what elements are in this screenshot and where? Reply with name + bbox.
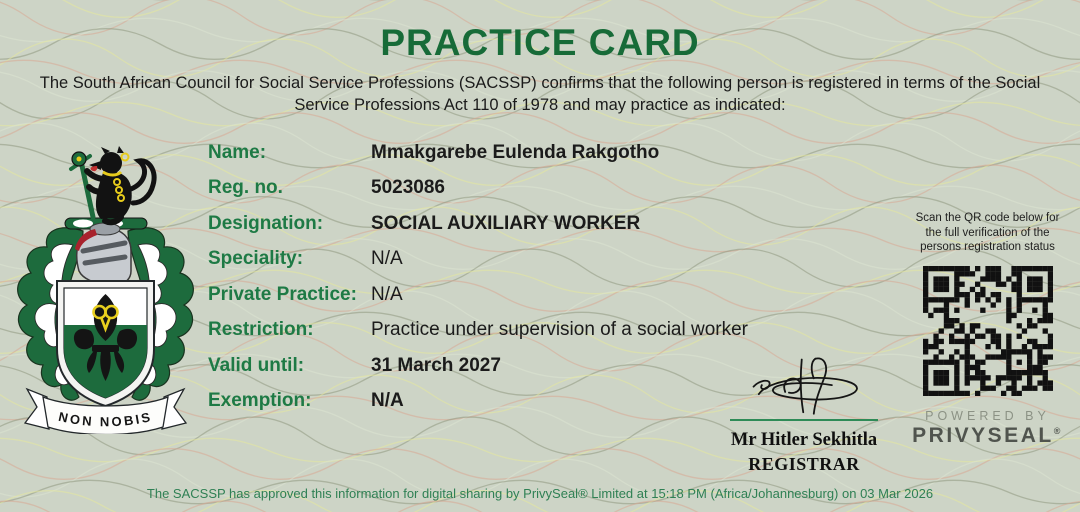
page-title: PRACTICE CARD	[380, 22, 700, 63]
field-row-speciality	[208, 242, 748, 278]
field-value: N/A	[371, 283, 403, 305]
field-value: Practice under supervision of a social worker	[371, 319, 749, 341]
field-row-reg-no	[208, 171, 748, 207]
field-label: Speciality:	[208, 248, 304, 270]
signature-block	[706, 355, 902, 475]
signature-line	[730, 419, 878, 421]
qr-code	[923, 266, 1053, 396]
privyseal-wordmark: PRIVYSEAL	[912, 423, 1054, 447]
qr-instruction-line1: Scan the QR code below for	[915, 212, 1060, 224]
field-value: N/A	[371, 390, 404, 412]
field-label: Name:	[208, 141, 267, 163]
field-value: Mmakgarebe Eulenda Rakgotho	[371, 141, 660, 163]
qr-panel	[905, 211, 1070, 448]
field-label: Exemption:	[208, 390, 312, 412]
field-row-private-practice	[208, 277, 748, 313]
field-value: SOCIAL AUXILIARY WORKER	[371, 212, 641, 234]
qr-instruction-line3: persons registration status	[920, 241, 1055, 253]
card-subtitle	[20, 73, 1060, 116]
field-label: Restriction:	[208, 319, 314, 341]
privyseal-logo	[905, 424, 1070, 448]
field-row-name	[208, 135, 748, 171]
field-value: 5023086	[371, 177, 445, 199]
qr-instruction-line2: the full verification of the	[925, 226, 1050, 239]
field-row-restriction	[208, 313, 748, 349]
sacssp-coat-of-arms	[13, 144, 198, 434]
motto-text: NON NOBIS	[57, 408, 154, 430]
qr-instruction	[905, 211, 1070, 255]
card-subtitle-line2: Service Professions Act 110 of 1978 and may practice as indicated:	[294, 95, 786, 114]
field-row-designation	[208, 206, 748, 242]
field-label: Designation:	[208, 212, 324, 234]
card-subtitle-line1: The South African Council for Social Service Professions (SACSSP) confirms that the following person is registered in terms of the Social	[39, 74, 1041, 92]
registrar-title: REGISTRAR	[748, 454, 860, 474]
coat-of-arms-graphic	[13, 144, 198, 434]
field-row-valid-until	[208, 348, 748, 384]
powered-by-label: POWERED BY	[925, 408, 1050, 423]
lion-crest	[71, 146, 154, 222]
field-label: Reg. no.	[208, 177, 283, 199]
field-value: N/A	[371, 248, 403, 270]
registrar-signature	[719, 355, 889, 419]
field-value: 31 March 2027	[371, 354, 501, 376]
registered-trademark-symbol: ®	[1053, 425, 1063, 436]
approval-footer: The SACSSP has approved this information for digital sharing by PrivySeal® Limited at 15:18 PM (Africa/Johannesburg) on 03 Mar 2026	[146, 486, 934, 501]
registrar-name: Mr Hitler Sekhitla	[730, 430, 878, 450]
field-row-exemption	[208, 384, 748, 420]
fields-table	[208, 135, 748, 419]
field-label: Private Practice:	[208, 283, 357, 305]
field-label: Valid until:	[208, 354, 305, 376]
